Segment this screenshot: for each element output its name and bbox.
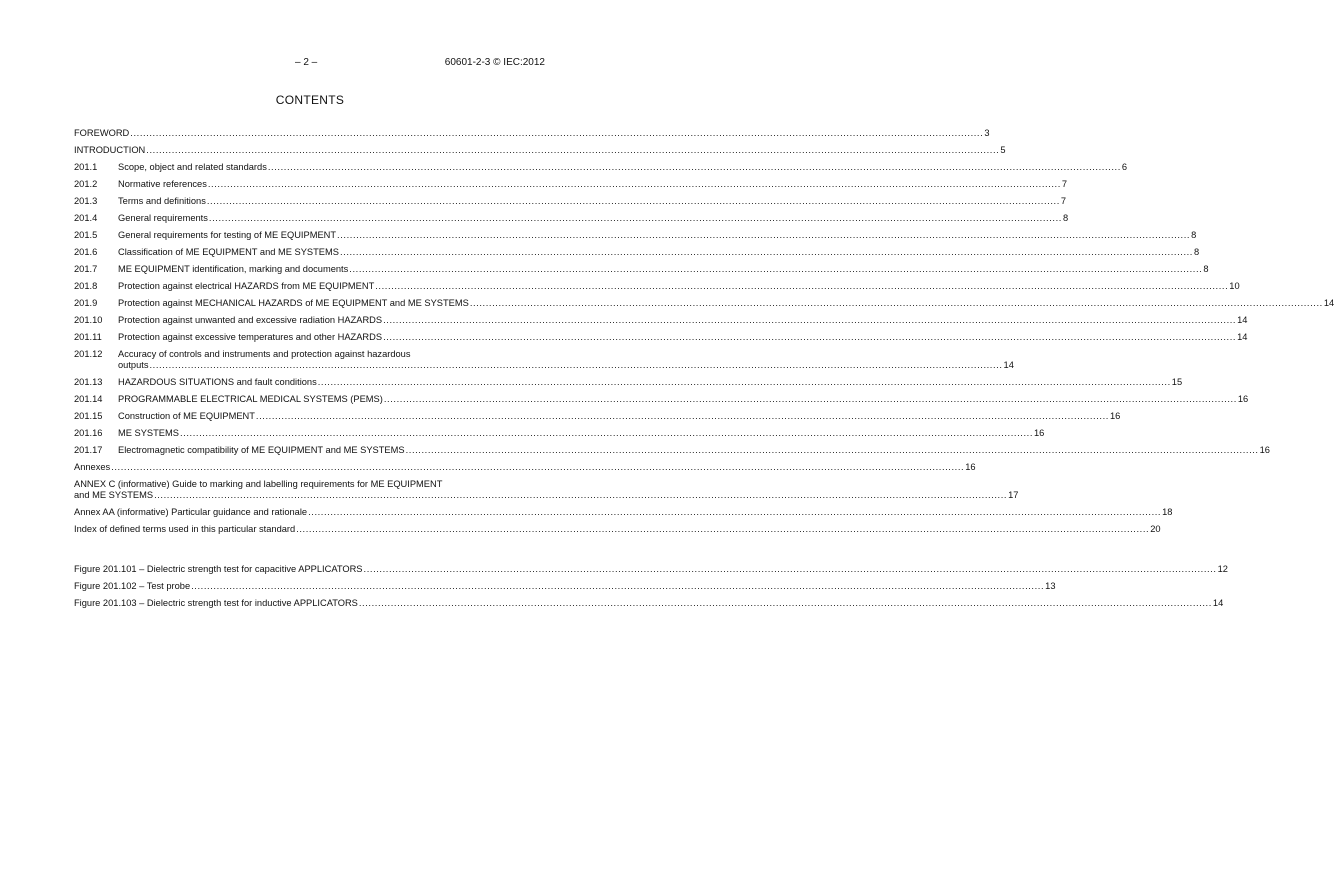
toc-page-number: 8 <box>1191 230 1197 240</box>
toc-entry-annex-c[interactable] <box>74 479 1019 501</box>
dot-leader <box>340 247 1193 258</box>
toc-entry-text: ME SYSTEMS <box>118 428 179 438</box>
toc-page-number: 17 <box>1008 490 1019 500</box>
toc-entry-text: Annex AA (informative) Particular guidance and rationale <box>74 507 308 517</box>
toc-entry-201-2[interactable] <box>74 179 1068 190</box>
toc-entry-201-17[interactable] <box>74 445 1270 456</box>
toc-page-number: 14 <box>1323 298 1334 308</box>
document-id: 60601-2-3 © IEC:2012 <box>444 57 545 68</box>
dot-leader <box>111 462 964 473</box>
toc-section-number: 201.7 <box>74 264 98 274</box>
dot-leader <box>207 196 1060 207</box>
dot-leader <box>384 394 1237 405</box>
dot-leader <box>308 507 1161 518</box>
toc-entry-text: Terms and definitions <box>118 196 206 206</box>
toc-page-number: 14 <box>1237 315 1248 325</box>
figure-page-number: 12 <box>1217 564 1228 574</box>
toc-section-number: 201.3 <box>74 196 98 206</box>
toc-entry-text: Electromagnetic compatibility of ME EQUIPMENT and ME SYSTEMS <box>118 445 405 455</box>
toc-section-number: 201.8 <box>74 281 98 291</box>
dot-leader <box>268 162 1121 173</box>
toc-page-number: 20 <box>1150 524 1161 534</box>
toc-entry-201-14[interactable] <box>74 394 1249 405</box>
toc-entry-text: Protection against MECHANICAL HAZARDS of ME EQUIPMENT and ME SYSTEMS <box>118 298 469 308</box>
toc-entry-text: PROGRAMMABLE ELECTRICAL MEDICAL SYSTEMS (PEMS) <box>118 394 383 404</box>
dot-leader <box>359 598 1212 609</box>
toc-page-number: 16 <box>1034 428 1045 438</box>
toc-page-number: 16 <box>1237 394 1249 404</box>
toc-section-number: 201.15 <box>74 411 103 421</box>
toc-page-number: 6 <box>1121 162 1128 172</box>
toc-entry-text: Construction of ME EQUIPMENT <box>118 411 255 421</box>
figure-entry-text: Figure 201.103 – Dielectric strength test for inductive APPLICATORS <box>74 598 358 608</box>
toc-entry-201-15[interactable] <box>74 411 1121 422</box>
toc-entry-text: Protection against excessive temperatures and other HAZARDS <box>118 332 383 342</box>
toc-page-number: 16 <box>1259 445 1270 455</box>
toc-entry-text: ANNEX C (informative) Guide to marking and labelling requirements for ME EQUIPMENT <box>74 479 443 489</box>
toc-entry-text: General requirements <box>118 213 208 223</box>
toc-entry-annexes[interactable] <box>74 462 976 473</box>
toc-entry-201-5[interactable] <box>74 230 1197 241</box>
toc-section-number: 201.12 <box>74 349 103 359</box>
toc-entry-text-continued: and ME SYSTEMS <box>74 490 154 500</box>
toc-entry-text-continued: outputs <box>118 360 149 370</box>
dot-leader <box>383 332 1236 343</box>
figure-page-number: 14 <box>1212 598 1224 608</box>
toc-entry-201-4[interactable] <box>74 213 1069 224</box>
toc-section-number: 201.9 <box>74 298 98 308</box>
toc-entry-201-12[interactable] <box>74 349 1014 371</box>
page-title: CONTENTS <box>275 93 345 107</box>
figure-entry-text: Figure 201.102 – Test probe <box>74 581 191 591</box>
toc-entry-index[interactable] <box>74 524 1161 535</box>
toc-entry-201-16[interactable] <box>74 428 1045 439</box>
toc-entry-text: INTRODUCTION <box>74 145 146 155</box>
dot-leader <box>375 281 1228 292</box>
toc-page-number: 16 <box>965 462 976 472</box>
toc-entry-text: Protection against unwanted and excessive radiation HAZARDS <box>118 315 383 325</box>
figure-entry[interactable] <box>74 581 1056 592</box>
dot-leader <box>130 128 983 139</box>
page-number: – 2 – <box>295 57 318 68</box>
toc-entry-text: ME EQUIPMENT identification, marking and documents <box>118 264 349 274</box>
dot-leader <box>349 264 1202 275</box>
dot-leader <box>208 179 1061 190</box>
dot-leader <box>318 377 1171 388</box>
dot-leader <box>146 145 999 156</box>
dot-leader <box>150 360 1003 371</box>
toc-page-number: 5 <box>1000 145 1006 155</box>
toc-page-number: 10 <box>1229 281 1240 291</box>
toc-section-number: 201.5 <box>74 230 98 240</box>
toc-section-number: 201.6 <box>74 247 98 257</box>
toc-entry-201-10[interactable] <box>74 315 1248 326</box>
toc-section-number: 201.4 <box>74 213 98 223</box>
figure-page-number: 13 <box>1045 581 1056 591</box>
dot-leader <box>154 490 1007 501</box>
toc-page-number: 8 <box>1203 264 1209 274</box>
dot-leader <box>364 564 1217 575</box>
toc-entry-201-11[interactable] <box>74 332 1248 343</box>
toc-entry-text: Index of defined terms used in this particular standard <box>74 524 296 534</box>
list-of-figures <box>74 564 1228 615</box>
toc-section-number: 201.17 <box>74 445 103 455</box>
dot-leader <box>406 445 1259 456</box>
dot-leader <box>191 581 1044 592</box>
toc-entry-201-7[interactable] <box>74 264 1209 275</box>
toc-entry-text: General requirements for testing of ME EQUIPMENT <box>118 230 337 240</box>
toc-page-number: 3 <box>984 128 990 138</box>
toc-entry-text: Annexes <box>74 462 111 472</box>
toc-entry-text: Accuracy of controls and instruments and protection against hazardous <box>118 349 411 359</box>
toc-page-number: 14 <box>1237 332 1248 342</box>
toc-entry-text: Classification of ME EQUIPMENT and ME SYSTEMS <box>118 247 339 257</box>
toc-entry-annex-aa[interactable] <box>74 507 1173 518</box>
toc-page-number: 15 <box>1171 377 1183 387</box>
toc-section-number: 201.14 <box>74 394 103 404</box>
toc-page-number: 16 <box>1109 411 1121 421</box>
toc-entry-text: HAZARDOUS SITUATIONS and fault conditions <box>118 377 317 387</box>
toc-entry-201-9[interactable] <box>74 298 1334 309</box>
toc-page-number: 8 <box>1194 247 1200 257</box>
toc-page-number: 18 <box>1162 507 1173 517</box>
toc-section-number: 201.2 <box>74 179 98 189</box>
dot-leader <box>180 428 1033 439</box>
dot-leader <box>256 411 1109 422</box>
dot-leader <box>383 315 1236 326</box>
toc-entry-text: Protection against electrical HAZARDS from ME EQUIPMENT <box>118 281 375 291</box>
figure-entry-text: Figure 201.101 – Dielectric strength test for capacitive APPLICATORS <box>74 564 363 574</box>
toc-entry-foreword[interactable] <box>74 128 990 139</box>
toc-entry-201-6[interactable] <box>74 247 1200 258</box>
toc-entry-text: Scope, object and related standards <box>118 162 267 172</box>
dot-leader <box>337 230 1190 241</box>
dot-leader <box>209 213 1062 224</box>
toc-section-number: 201.13 <box>74 377 103 387</box>
toc-entry-201-3[interactable] <box>74 196 1067 207</box>
toc-entry-201-1[interactable] <box>74 162 1128 173</box>
toc-page-number: 14 <box>1003 360 1014 370</box>
toc-section-number: 201.1 <box>74 162 98 172</box>
toc-entry-text: FOREWORD <box>74 128 130 138</box>
toc-section-number: 201.10 <box>74 315 103 325</box>
toc-page-number: 7 <box>1060 196 1067 206</box>
page-header <box>0 57 620 71</box>
figure-entry[interactable] <box>74 564 1228 575</box>
figure-entry[interactable] <box>74 598 1224 609</box>
dot-leader <box>470 298 1323 309</box>
toc-entry-201-8[interactable] <box>74 281 1240 292</box>
toc-section-number: 201.11 <box>74 332 102 342</box>
toc-entry-201-13[interactable] <box>74 377 1183 388</box>
toc-entry-text: Normative references <box>118 179 207 189</box>
toc-section-number: 201.16 <box>74 428 103 438</box>
toc-page-number: 8 <box>1062 213 1069 223</box>
toc-page-number: 7 <box>1061 179 1068 189</box>
dot-leader <box>296 524 1149 535</box>
table-of-contents <box>74 128 1334 541</box>
toc-entry-introduction[interactable] <box>74 145 1006 156</box>
